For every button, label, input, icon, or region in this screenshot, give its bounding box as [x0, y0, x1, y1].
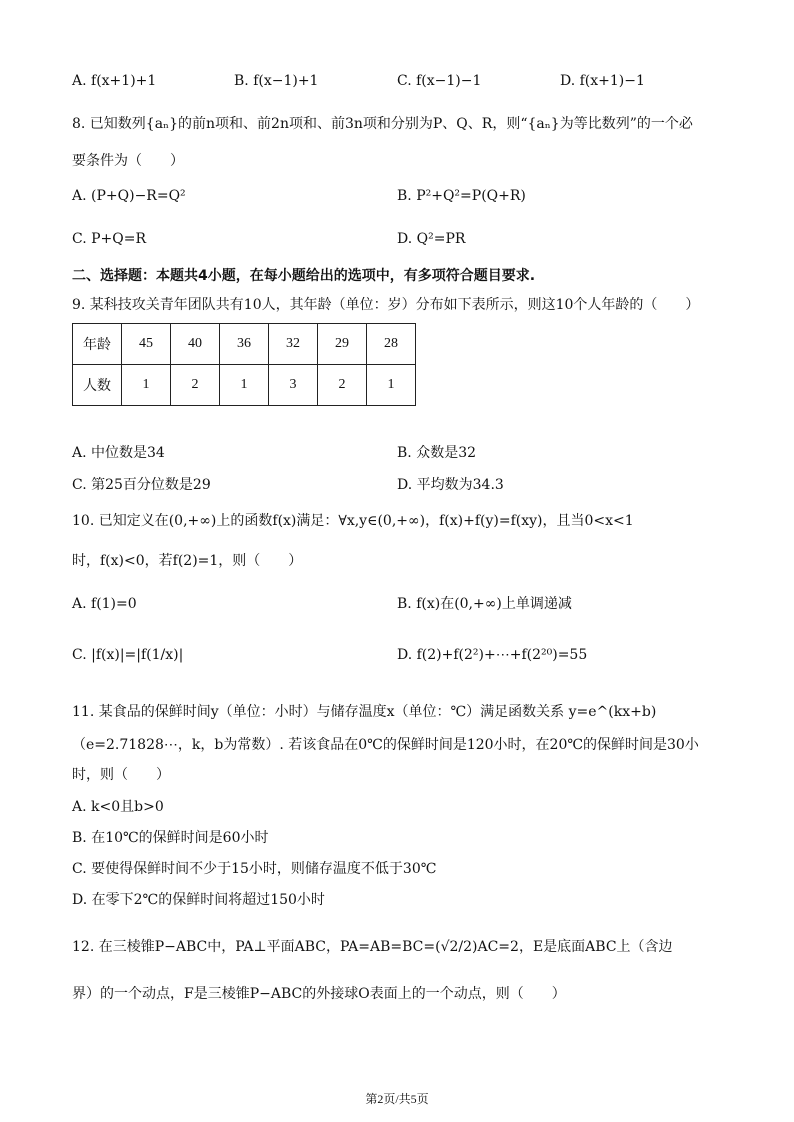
q8-option-c: C. P+Q=R — [72, 231, 147, 247]
q7-option-c: C. f(x−1)−1 — [397, 73, 482, 89]
table-cell: 32 — [269, 324, 318, 365]
q11-stem-line2: （e=2.71828⋯，k，b为常数）. 若该食品在0℃的保鲜时间是120小时，在20℃的保鲜时间是30小 — [72, 737, 699, 753]
q11-option-d: D. 在零下2℃的保鲜时间将超过150小时 — [72, 892, 325, 908]
section2-heading: 二、选择题：本题共4小题，在每小题给出的选项中，有多项符合题目要求. — [72, 268, 536, 284]
q11-stem-line3: 时，则（ ） — [72, 767, 170, 783]
table-cell: 2 — [318, 365, 367, 406]
table-cell: 29 — [318, 324, 367, 365]
q10-stem-line1: 10. 已知定义在(0,+∞)上的函数f(x)满足：∀x,y∈(0,+∞)，f(x)+f(y)=f(xy)，且当0<x<1 — [72, 513, 634, 529]
q7-option-a: A. f(x+1)+1 — [72, 73, 157, 89]
q12-stem-line1: 12. 在三棱锥P−ABC中，PA⊥平面ABC，PA=AB=BC=(√2/2)AC=2，E是底面ABC上（含边 — [72, 939, 673, 955]
table-row — [73, 365, 416, 406]
table-cell: 2 — [171, 365, 220, 406]
q9-stem: 9. 某科技攻关青年团队共有10人，其年龄（单位：岁）分布如下表所示，则这10个人年龄的（ ） — [72, 297, 700, 313]
q8-option-d: D. Q²=PR — [397, 231, 466, 247]
table-cell: 1 — [122, 365, 171, 406]
q9-option-d: D. 平均数为34.3 — [397, 477, 504, 493]
table-cell: 3 — [269, 365, 318, 406]
q10-stem-line2: 时，f(x)<0，若f(2)=1，则（ ） — [72, 553, 303, 569]
q7-option-b: B. f(x−1)+1 — [234, 73, 319, 89]
table-cell: 28 — [367, 324, 416, 365]
q11-option-b: B. 在10℃的保鲜时间是60小时 — [72, 830, 269, 846]
table-header-age: 年龄 — [73, 324, 122, 365]
q10-option-c: C. |f(x)|=|f(1/x)| — [72, 647, 184, 663]
q11-option-a: A. k<0且b>0 — [72, 799, 164, 815]
table-cell: 40 — [171, 324, 220, 365]
q7-option-d: D. f(x+1)−1 — [560, 73, 645, 89]
age-distribution-table — [72, 323, 416, 406]
q8-option-a: A. (P+Q)−R=Q² — [72, 188, 186, 204]
q11-option-c: C. 要使得保鲜时间不少于15小时，则储存温度不低于30℃ — [72, 861, 437, 877]
page-number: 第2页/共5页 — [365, 1092, 429, 1106]
q10-option-d: D. f(2)+f(2²)+⋯+f(2²⁰)=55 — [397, 647, 588, 663]
table-cell: 1 — [367, 365, 416, 406]
q10-option-a: A. f(1)=0 — [72, 596, 137, 612]
table-row — [73, 324, 416, 365]
table-cell: 36 — [220, 324, 269, 365]
table-cell: 1 — [220, 365, 269, 406]
q12-stem-line2: 界）的一个动点，F是三棱锥P−ABC的外接球O表面上的一个动点，则（ ） — [72, 986, 566, 1002]
q9-option-a: A. 中位数是34 — [72, 445, 165, 461]
q8-option-b: B. P²+Q²=P(Q+R) — [397, 188, 526, 204]
table-header-count: 人数 — [73, 365, 122, 406]
q10-option-b: B. f(x)在(0,+∞)上单调递减 — [397, 596, 572, 612]
q11-stem-line1: 11. 某食品的保鲜时间y（单位：小时）与储存温度x（单位：℃）满足函数关系 y=e^(kx+b) — [72, 704, 657, 720]
q9-option-b: B. 众数是32 — [397, 445, 477, 461]
table-cell: 45 — [122, 324, 171, 365]
q8-stem-line2: 要条件为（ ） — [72, 153, 184, 169]
q8-stem-line1: 8. 已知数列{aₙ}的前n项和、前2n项和、前3n项和分别为P、Q、R，则“{aₙ}为等比数列”的一个必 — [72, 116, 693, 132]
q9-option-c: C. 第25百分位数是29 — [72, 477, 211, 493]
